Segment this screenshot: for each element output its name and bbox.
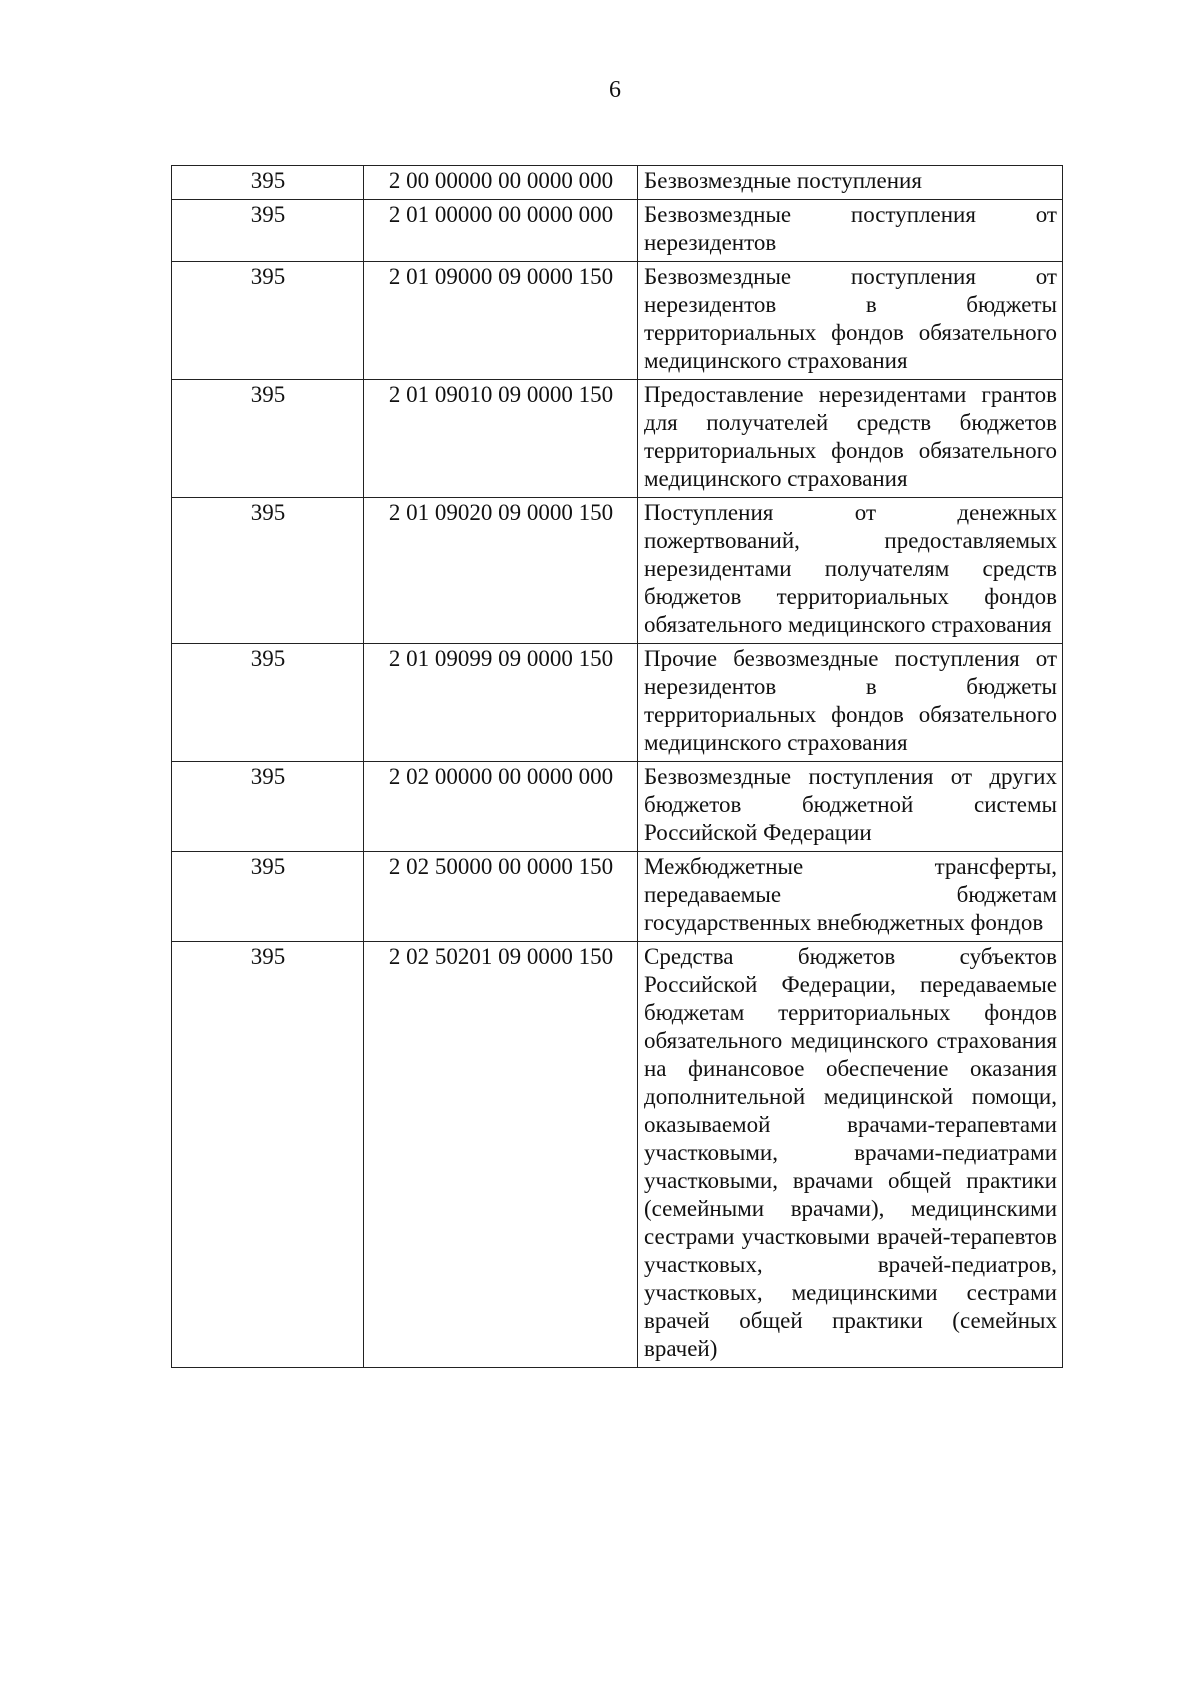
income-name-cell: Средства бюджетов субъектов Российской Федерации, передаваемые бюджетам территориальных фондов обязательного медицинского страхования на финансовое обеспечение оказания дополнительной медицинской помощи, оказываемой врачами-терапевтами участковыми, врачами-педиатрами участковыми, врачами общей практики (семейными врачами), медицинскими сестрами участковыми врачей-терапевтов участковых, врачей-педиатров, участковых, медицинскими сестрами врачей общей практики (семейных врачей) xyxy=(638,942,1063,1368)
table-row xyxy=(172,644,1063,762)
budget-code-cell: 2 02 00000 00 0000 000 xyxy=(364,762,638,852)
budget-codes-table xyxy=(171,165,1063,1368)
table-row xyxy=(172,762,1063,852)
table-row xyxy=(172,166,1063,200)
admin-code-cell: 395 xyxy=(172,498,364,644)
admin-code-cell: 395 xyxy=(172,262,364,380)
income-name-cell: Межбюджетные трансферты, передаваемые бюджетам государственных внебюджетных фондов xyxy=(638,852,1063,942)
budget-code-cell: 2 01 09000 09 0000 150 xyxy=(364,262,638,380)
admin-code-cell: 395 xyxy=(172,762,364,852)
budget-code-cell: 2 01 09099 09 0000 150 xyxy=(364,644,638,762)
table-body xyxy=(172,166,1063,1368)
table-row xyxy=(172,852,1063,942)
income-name-cell: Безвозмездные поступления от других бюджетов бюджетной системы Российской Федерации xyxy=(638,762,1063,852)
budget-code-cell: 2 01 09020 09 0000 150 xyxy=(364,498,638,644)
table-row xyxy=(172,498,1063,644)
income-name-cell: Поступления от денежных пожертвований, предоставляемых нерезидентами получателям средств бюджетов территориальных фондов обязательного медицинского страхования xyxy=(638,498,1063,644)
table-row xyxy=(172,942,1063,1368)
income-name-cell: Предоставление нерезидентами грантов для получателей средств бюджетов территориальных фондов обязательного медицинского страхования xyxy=(638,380,1063,498)
table-row xyxy=(172,380,1063,498)
admin-code-cell: 395 xyxy=(172,200,364,262)
budget-code-cell: 2 01 09010 09 0000 150 xyxy=(364,380,638,498)
budget-code-cell: 2 01 00000 00 0000 000 xyxy=(364,200,638,262)
page-number: 6 xyxy=(609,77,621,103)
table-row xyxy=(172,262,1063,380)
admin-code-cell: 395 xyxy=(172,380,364,498)
budget-code-cell: 2 02 50000 00 0000 150 xyxy=(364,852,638,942)
table-row xyxy=(172,200,1063,262)
income-name-cell: Безвозмездные поступления от нерезидентов в бюджеты территориальных фондов обязательного медицинского страхования xyxy=(638,262,1063,380)
income-name-cell: Безвозмездные поступления от нерезидентов xyxy=(638,200,1063,262)
budget-code-cell: 2 00 00000 00 0000 000 xyxy=(364,166,638,200)
income-name-cell: Безвозмездные поступления xyxy=(638,166,1063,200)
admin-code-cell: 395 xyxy=(172,942,364,1368)
admin-code-cell: 395 xyxy=(172,644,364,762)
admin-code-cell: 395 xyxy=(172,166,364,200)
income-name-cell: Прочие безвозмездные поступления от нерезидентов в бюджеты территориальных фондов обязательного медицинского страхования xyxy=(638,644,1063,762)
budget-code-cell: 2 02 50201 09 0000 150 xyxy=(364,942,638,1368)
admin-code-cell: 395 xyxy=(172,852,364,942)
